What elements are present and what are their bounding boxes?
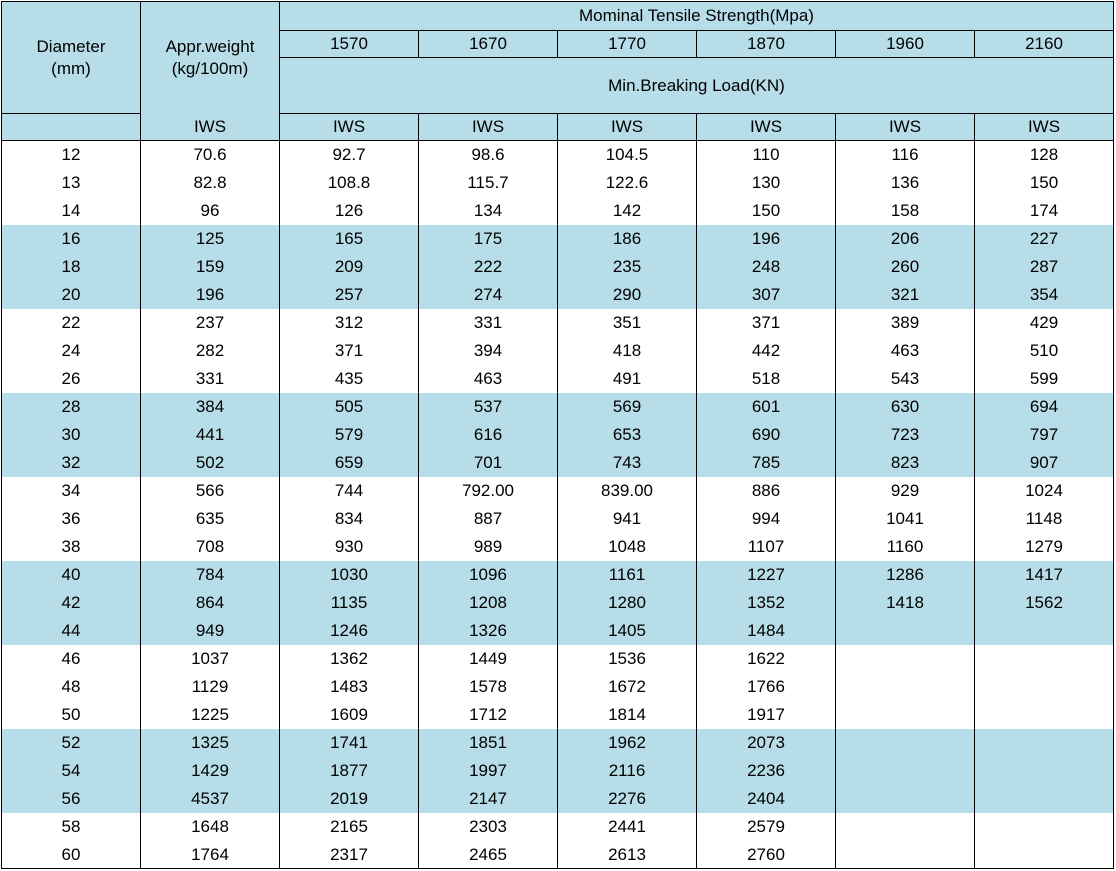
breaking-load-cell xyxy=(836,701,975,729)
breaking-load-cell: 2465 xyxy=(419,841,558,869)
breaking-load-cell: 1279 xyxy=(975,533,1114,561)
wire-rope-spec-table xyxy=(1,1,1114,869)
diameter-cell: 16 xyxy=(2,225,141,253)
breaking-load-cell xyxy=(975,729,1114,757)
grade-sub-label: IWS xyxy=(836,114,975,141)
table-row xyxy=(2,421,1114,449)
breaking-load-cell xyxy=(975,785,1114,813)
breaking-load-cell xyxy=(975,841,1114,869)
diameter-cell: 48 xyxy=(2,673,141,701)
breaking-load-cell: 1483 xyxy=(280,673,419,701)
breaking-load-cell: 429 xyxy=(975,309,1114,337)
table-row xyxy=(2,477,1114,505)
weight-cell: 502 xyxy=(141,449,280,477)
weight-cell: 96 xyxy=(141,197,280,225)
breaking-load-cell: 463 xyxy=(419,365,558,393)
breaking-load-title: Min.Breaking Load(KN) xyxy=(280,58,1114,114)
breaking-load-cell: 1208 xyxy=(419,589,558,617)
diameter-cell: 52 xyxy=(2,729,141,757)
breaking-load-cell: 257 xyxy=(280,281,419,309)
table-row xyxy=(2,561,1114,589)
table-row xyxy=(2,309,1114,337)
diameter-cell: 58 xyxy=(2,813,141,841)
table-row xyxy=(2,729,1114,757)
breaking-load-cell: 743 xyxy=(558,449,697,477)
diameter-sub-empty xyxy=(2,114,141,141)
weight-sub-label: IWS xyxy=(141,114,280,141)
breaking-load-cell: 287 xyxy=(975,253,1114,281)
breaking-load-cell: 92.7 xyxy=(280,141,419,170)
diameter-cell: 14 xyxy=(2,197,141,225)
breaking-load-cell: 630 xyxy=(836,393,975,421)
breaking-load-cell: 312 xyxy=(280,309,419,337)
table-row xyxy=(2,589,1114,617)
diameter-cell: 54 xyxy=(2,757,141,785)
breaking-load-cell: 1280 xyxy=(558,589,697,617)
breaking-load-cell: 792.00 xyxy=(419,477,558,505)
weight-cell: 784 xyxy=(141,561,280,589)
diameter-cell: 36 xyxy=(2,505,141,533)
diameter-cell: 38 xyxy=(2,533,141,561)
weight-cell: 441 xyxy=(141,421,280,449)
breaking-load-cell: 128 xyxy=(975,141,1114,170)
breaking-load-cell: 116 xyxy=(836,141,975,170)
breaking-load-cell: 331 xyxy=(419,309,558,337)
breaking-load-cell: 1484 xyxy=(697,617,836,645)
weight-cell: 196 xyxy=(141,281,280,309)
grade-sub-label: IWS xyxy=(975,114,1114,141)
breaking-load-cell: 1107 xyxy=(697,533,836,561)
breaking-load-cell xyxy=(836,673,975,701)
weight-cell: 1325 xyxy=(141,729,280,757)
breaking-load-cell: 510 xyxy=(975,337,1114,365)
breaking-load-cell: 653 xyxy=(558,421,697,449)
table-row xyxy=(2,337,1114,365)
breaking-load-cell: 701 xyxy=(419,449,558,477)
breaking-load-cell xyxy=(836,757,975,785)
breaking-load-cell: 1286 xyxy=(836,561,975,589)
breaking-load-cell: 1741 xyxy=(280,729,419,757)
weight-cell: 1037 xyxy=(141,645,280,673)
breaking-load-cell: 186 xyxy=(558,225,697,253)
breaking-load-cell: 569 xyxy=(558,393,697,421)
breaking-load-cell: 930 xyxy=(280,533,419,561)
breaking-load-cell: 110 xyxy=(697,141,836,170)
breaking-load-cell: 196 xyxy=(697,225,836,253)
grade-1670: 1670 xyxy=(419,31,558,58)
diameter-cell: 50 xyxy=(2,701,141,729)
breaking-load-cell: 418 xyxy=(558,337,697,365)
breaking-load-cell: 2760 xyxy=(697,841,836,869)
breaking-load-cell: 2236 xyxy=(697,757,836,785)
breaking-load-cell: 601 xyxy=(697,393,836,421)
breaking-load-cell: 442 xyxy=(697,337,836,365)
breaking-load-cell: 616 xyxy=(419,421,558,449)
table-row xyxy=(2,393,1114,421)
breaking-load-cell: 142 xyxy=(558,197,697,225)
breaking-load-cell: 134 xyxy=(419,197,558,225)
breaking-load-cell: 1352 xyxy=(697,589,836,617)
diameter-cell: 32 xyxy=(2,449,141,477)
breaking-load-cell: 537 xyxy=(419,393,558,421)
breaking-load-cell: 351 xyxy=(558,309,697,337)
table-row xyxy=(2,701,1114,729)
diameter-cell: 20 xyxy=(2,281,141,309)
breaking-load-cell: 115.7 xyxy=(419,169,558,197)
grade-1770: 1770 xyxy=(558,31,697,58)
diameter-cell: 60 xyxy=(2,841,141,869)
weight-cell: 4537 xyxy=(141,785,280,813)
table-row xyxy=(2,673,1114,701)
diameter-label: Diameter xyxy=(36,36,106,56)
breaking-load-cell: 274 xyxy=(419,281,558,309)
breaking-load-cell xyxy=(975,701,1114,729)
weight-cell: 1429 xyxy=(141,757,280,785)
diameter-cell: 34 xyxy=(2,477,141,505)
breaking-load-cell: 174 xyxy=(975,197,1114,225)
breaking-load-cell: 839.00 xyxy=(558,477,697,505)
breaking-load-cell: 797 xyxy=(975,421,1114,449)
breaking-load-cell: 994 xyxy=(697,505,836,533)
breaking-load-cell: 1562 xyxy=(975,589,1114,617)
breaking-load-cell: 690 xyxy=(697,421,836,449)
diameter-unit: (mm) xyxy=(51,58,91,78)
diameter-header xyxy=(2,2,141,114)
breaking-load-cell: 354 xyxy=(975,281,1114,309)
breaking-load-cell: 886 xyxy=(697,477,836,505)
breaking-load-cell: 834 xyxy=(280,505,419,533)
breaking-load-cell: 989 xyxy=(419,533,558,561)
breaking-load-cell: 1814 xyxy=(558,701,697,729)
weight-cell: 237 xyxy=(141,309,280,337)
grade-sub-label: IWS xyxy=(697,114,836,141)
weight-cell: 864 xyxy=(141,589,280,617)
breaking-load-cell: 1160 xyxy=(836,533,975,561)
table-row xyxy=(2,197,1114,225)
breaking-load-cell: 518 xyxy=(697,365,836,393)
breaking-load-cell: 1712 xyxy=(419,701,558,729)
table-row xyxy=(2,533,1114,561)
breaking-load-cell: 2441 xyxy=(558,813,697,841)
table-row xyxy=(2,449,1114,477)
breaking-load-cell: 1672 xyxy=(558,673,697,701)
table-row xyxy=(2,841,1114,869)
breaking-load-cell: 491 xyxy=(558,365,697,393)
breaking-load-cell: 1877 xyxy=(280,757,419,785)
breaking-load-cell xyxy=(975,813,1114,841)
breaking-load-cell: 150 xyxy=(975,169,1114,197)
breaking-load-cell: 1326 xyxy=(419,617,558,645)
breaking-load-cell xyxy=(836,729,975,757)
breaking-load-cell: 209 xyxy=(280,253,419,281)
diameter-cell: 40 xyxy=(2,561,141,589)
weight-cell: 1648 xyxy=(141,813,280,841)
weight-header xyxy=(141,2,280,114)
breaking-load-cell: 1578 xyxy=(419,673,558,701)
breaking-load-cell: 907 xyxy=(975,449,1114,477)
breaking-load-cell: 150 xyxy=(697,197,836,225)
breaking-load-cell: 1030 xyxy=(280,561,419,589)
breaking-load-cell: 823 xyxy=(836,449,975,477)
breaking-load-cell: 2404 xyxy=(697,785,836,813)
breaking-load-cell: 723 xyxy=(836,421,975,449)
grade-sub-label: IWS xyxy=(419,114,558,141)
breaking-load-cell: 941 xyxy=(558,505,697,533)
diameter-cell: 22 xyxy=(2,309,141,337)
breaking-load-cell: 1417 xyxy=(975,561,1114,589)
breaking-load-cell xyxy=(975,673,1114,701)
breaking-load-cell: 2276 xyxy=(558,785,697,813)
breaking-load-cell: 2613 xyxy=(558,841,697,869)
table-row xyxy=(2,253,1114,281)
breaking-load-cell xyxy=(836,617,975,645)
breaking-load-cell: 929 xyxy=(836,477,975,505)
table-row xyxy=(2,617,1114,645)
table-row xyxy=(2,281,1114,309)
breaking-load-cell: 1041 xyxy=(836,505,975,533)
table-row xyxy=(2,757,1114,785)
breaking-load-cell xyxy=(836,785,975,813)
breaking-load-cell: 206 xyxy=(836,225,975,253)
diameter-cell: 44 xyxy=(2,617,141,645)
grade-1570: 1570 xyxy=(280,31,419,58)
breaking-load-cell: 1161 xyxy=(558,561,697,589)
breaking-load-cell: 1227 xyxy=(697,561,836,589)
breaking-load-cell: 1917 xyxy=(697,701,836,729)
weight-unit: (kg/100m) xyxy=(171,58,249,78)
breaking-load-cell: 694 xyxy=(975,393,1114,421)
breaking-load-cell: 1962 xyxy=(558,729,697,757)
breaking-load-cell xyxy=(975,617,1114,645)
table-row xyxy=(2,365,1114,393)
breaking-load-cell: 130 xyxy=(697,169,836,197)
breaking-load-cell: 136 xyxy=(836,169,975,197)
breaking-load-cell: 307 xyxy=(697,281,836,309)
breaking-load-cell: 785 xyxy=(697,449,836,477)
breaking-load-cell xyxy=(836,841,975,869)
breaking-load-cell: 165 xyxy=(280,225,419,253)
breaking-load-cell: 1246 xyxy=(280,617,419,645)
table-row xyxy=(2,141,1114,170)
grade-sub-label: IWS xyxy=(558,114,697,141)
breaking-load-cell xyxy=(975,645,1114,673)
breaking-load-cell: 579 xyxy=(280,421,419,449)
breaking-load-cell: 505 xyxy=(280,393,419,421)
breaking-load-cell: 463 xyxy=(836,337,975,365)
breaking-load-cell: 321 xyxy=(836,281,975,309)
grade-1960: 1960 xyxy=(836,31,975,58)
table-body xyxy=(2,141,1114,869)
weight-cell: 282 xyxy=(141,337,280,365)
breaking-load-cell: 1096 xyxy=(419,561,558,589)
breaking-load-cell: 744 xyxy=(280,477,419,505)
breaking-load-cell: 1997 xyxy=(419,757,558,785)
breaking-load-cell: 248 xyxy=(697,253,836,281)
weight-cell: 1764 xyxy=(141,841,280,869)
breaking-load-cell: 1766 xyxy=(697,673,836,701)
breaking-load-cell: 2317 xyxy=(280,841,419,869)
breaking-load-cell: 175 xyxy=(419,225,558,253)
grade-1870: 1870 xyxy=(697,31,836,58)
weight-label: Appr.weight xyxy=(165,36,255,56)
breaking-load-cell xyxy=(975,757,1114,785)
breaking-load-cell: 126 xyxy=(280,197,419,225)
table-row xyxy=(2,813,1114,841)
table-row xyxy=(2,785,1114,813)
breaking-load-cell: 2165 xyxy=(280,813,419,841)
breaking-load-cell: 1609 xyxy=(280,701,419,729)
breaking-load-cell: 394 xyxy=(419,337,558,365)
weight-cell: 82.8 xyxy=(141,169,280,197)
breaking-load-cell: 1851 xyxy=(419,729,558,757)
breaking-load-cell: 1418 xyxy=(836,589,975,617)
diameter-cell: 28 xyxy=(2,393,141,421)
breaking-load-cell: 2147 xyxy=(419,785,558,813)
tensile-strength-title: Mominal Tensile Strength(Mpa) xyxy=(280,2,1114,31)
breaking-load-cell: 599 xyxy=(975,365,1114,393)
breaking-load-cell xyxy=(836,645,975,673)
weight-cell: 70.6 xyxy=(141,141,280,170)
diameter-cell: 18 xyxy=(2,253,141,281)
breaking-load-cell: 389 xyxy=(836,309,975,337)
weight-cell: 384 xyxy=(141,393,280,421)
breaking-load-cell: 659 xyxy=(280,449,419,477)
diameter-cell: 46 xyxy=(2,645,141,673)
breaking-load-cell xyxy=(836,813,975,841)
breaking-load-cell: 2116 xyxy=(558,757,697,785)
breaking-load-cell: 1048 xyxy=(558,533,697,561)
grade-sub-label: IWS xyxy=(280,114,419,141)
breaking-load-cell: 2303 xyxy=(419,813,558,841)
table-row xyxy=(2,645,1114,673)
breaking-load-cell: 1405 xyxy=(558,617,697,645)
breaking-load-cell: 1449 xyxy=(419,645,558,673)
breaking-load-cell: 2073 xyxy=(697,729,836,757)
breaking-load-cell: 1135 xyxy=(280,589,419,617)
diameter-cell: 12 xyxy=(2,141,141,170)
breaking-load-cell: 1024 xyxy=(975,477,1114,505)
breaking-load-cell: 260 xyxy=(836,253,975,281)
breaking-load-cell: 122.6 xyxy=(558,169,697,197)
breaking-load-cell: 371 xyxy=(280,337,419,365)
breaking-load-cell: 290 xyxy=(558,281,697,309)
breaking-load-cell: 1148 xyxy=(975,505,1114,533)
diameter-cell: 13 xyxy=(2,169,141,197)
diameter-cell: 30 xyxy=(2,421,141,449)
diameter-cell: 56 xyxy=(2,785,141,813)
breaking-load-cell: 104.5 xyxy=(558,141,697,170)
diameter-cell: 24 xyxy=(2,337,141,365)
diameter-cell: 26 xyxy=(2,365,141,393)
breaking-load-cell: 227 xyxy=(975,225,1114,253)
weight-cell: 949 xyxy=(141,617,280,645)
breaking-load-cell: 2579 xyxy=(697,813,836,841)
breaking-load-cell: 1362 xyxy=(280,645,419,673)
weight-cell: 708 xyxy=(141,533,280,561)
grade-2160: 2160 xyxy=(975,31,1114,58)
breaking-load-cell: 235 xyxy=(558,253,697,281)
breaking-load-cell: 98.6 xyxy=(419,141,558,170)
breaking-load-cell: 887 xyxy=(419,505,558,533)
diameter-cell: 42 xyxy=(2,589,141,617)
breaking-load-cell: 543 xyxy=(836,365,975,393)
weight-cell: 125 xyxy=(141,225,280,253)
weight-cell: 566 xyxy=(141,477,280,505)
table-row xyxy=(2,505,1114,533)
weight-cell: 159 xyxy=(141,253,280,281)
breaking-load-cell: 222 xyxy=(419,253,558,281)
breaking-load-cell: 371 xyxy=(697,309,836,337)
breaking-load-cell: 1536 xyxy=(558,645,697,673)
breaking-load-cell: 1622 xyxy=(697,645,836,673)
breaking-load-cell: 158 xyxy=(836,197,975,225)
breaking-load-cell: 108.8 xyxy=(280,169,419,197)
weight-cell: 635 xyxy=(141,505,280,533)
table-row xyxy=(2,169,1114,197)
breaking-load-cell: 435 xyxy=(280,365,419,393)
breaking-load-cell: 2019 xyxy=(280,785,419,813)
weight-cell: 331 xyxy=(141,365,280,393)
weight-cell: 1225 xyxy=(141,701,280,729)
table-row xyxy=(2,225,1114,253)
weight-cell: 1129 xyxy=(141,673,280,701)
